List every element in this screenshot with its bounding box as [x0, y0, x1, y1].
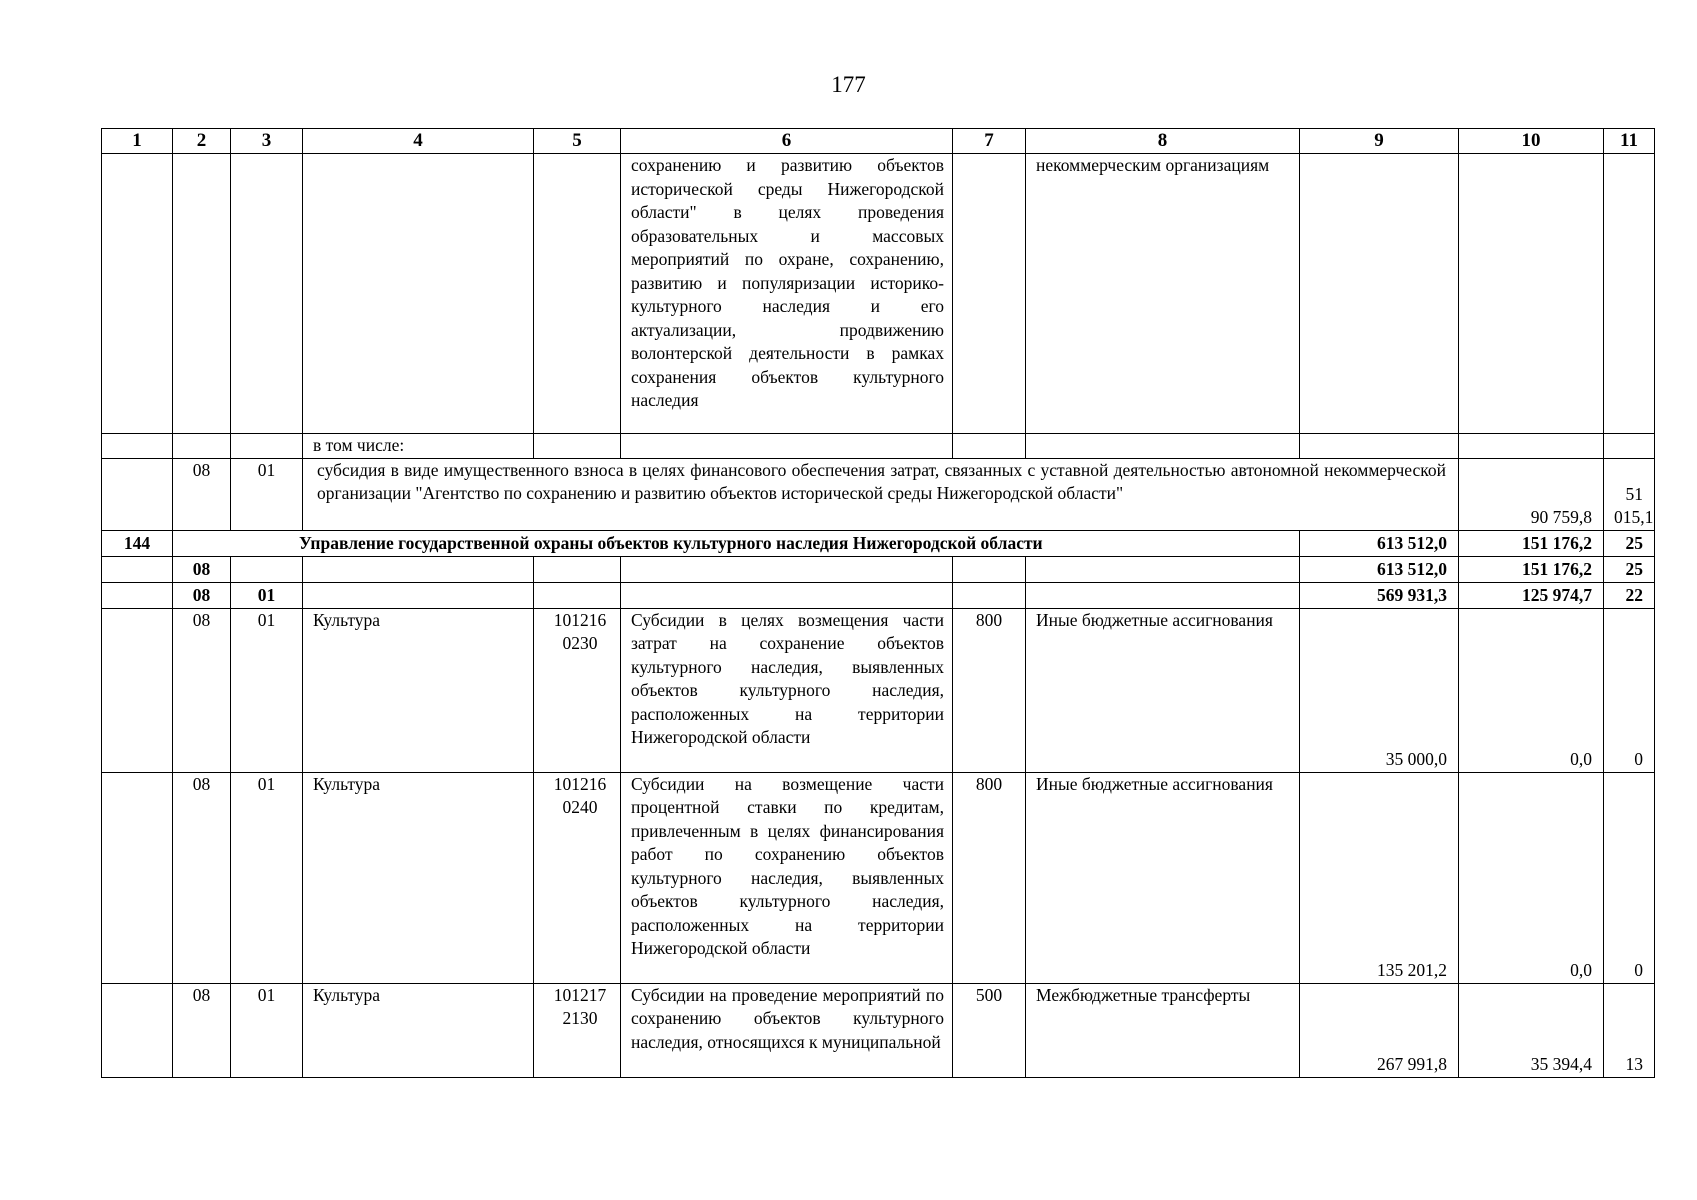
table-header-row — [102, 129, 1655, 154]
table-row — [102, 983, 1655, 1077]
amount-plan: 569 931,3 — [1300, 582, 1459, 608]
column-header: 11 — [1604, 129, 1655, 154]
department-code: 144 — [102, 530, 173, 556]
amount-actual: 151 176,2 — [1459, 556, 1604, 582]
section-code: 08 — [173, 608, 231, 772]
amount-plan: 35 000,0 — [1300, 608, 1459, 772]
table-row — [102, 556, 1655, 582]
column-header: 6 — [621, 129, 953, 154]
column-header: 10 — [1459, 129, 1604, 154]
table-row — [102, 458, 1655, 530]
expense-code: 800 — [953, 608, 1026, 772]
subsidy-description: субсидия в виде имущественного взноса в целях финансового обеспечения затрат, связанных с уставной деятельностью автономной некоммерческой организации "Агентство по сохранению и развитию объектов исторической среды Нижегородской области" — [303, 458, 1459, 530]
branch-cell: Культура — [303, 772, 534, 983]
amount-plan: 613 512,0 — [1300, 556, 1459, 582]
expense-code: 500 — [953, 983, 1026, 1077]
amount-plan: 135 201,2 — [1300, 772, 1459, 983]
column-header: 5 — [534, 129, 621, 154]
amount-actual: 35 394,4 — [1459, 983, 1604, 1077]
amount-plan: 90 759,8 — [1459, 458, 1604, 530]
percent: 13 — [1604, 983, 1655, 1077]
subsection-code: 01 — [231, 983, 303, 1077]
purpose-cell: Субсидии в целях возмещения части затрат на сохранение объектов культурного наследия, выявленных объектов культурного наследия, расположенных на территории Нижегородской области — [621, 608, 953, 772]
percent: 22 — [1604, 582, 1655, 608]
amount-plan: 613 512,0 — [1300, 530, 1459, 556]
section-code: 08 — [173, 556, 231, 582]
purpose-cell: Субсидии на проведение мероприятий по сохранению объектов культурного наследия, относящихся к муниципальной — [621, 983, 953, 1077]
table-row — [102, 582, 1655, 608]
purpose-cell: сохранению и развитию объектов исторической среды Нижегородской области" в целях проведения образовательных и массовых мероприятий по охране, сохранению, развитию и популяризации историко-культурного наследия и его актуализации, продвижению волонтерской деятельности в рамках сохранения объектов культурного наследия — [621, 154, 953, 434]
department-title: Управление государственной охраны объектов культурного наследия Нижегородской области — [173, 530, 1300, 556]
amount-actual: 51 015,1 — [1604, 458, 1655, 530]
expense-type-cell: Межбюджетные трансферты — [1026, 983, 1300, 1077]
table-row — [102, 154, 1655, 434]
section-code: 08 — [173, 983, 231, 1077]
subsection-code: 01 — [231, 608, 303, 772]
amount-actual: 125 974,7 — [1459, 582, 1604, 608]
budget-table — [101, 128, 1655, 1078]
column-header: 9 — [1300, 129, 1459, 154]
section-code: 08 — [173, 582, 231, 608]
expense-type-cell: Иные бюджетные ассигнования — [1026, 608, 1300, 772]
subsection-code: 01 — [231, 772, 303, 983]
amount-plan: 267 991,8 — [1300, 983, 1459, 1077]
page-number: 177 — [831, 72, 866, 97]
amount-actual: 0,0 — [1459, 772, 1604, 983]
subsection-code: 01 — [231, 458, 303, 530]
percent: 0 — [1604, 772, 1655, 983]
table-row — [102, 608, 1655, 772]
column-header: 2 — [173, 129, 231, 154]
section-cell: в том числе: — [303, 434, 534, 459]
column-header: 7 — [953, 129, 1026, 154]
expense-code: 800 — [953, 772, 1026, 983]
column-header: 3 — [231, 129, 303, 154]
table-row — [102, 772, 1655, 983]
section-code: 08 — [173, 458, 231, 530]
target-article-code: 101216 0230 — [534, 608, 621, 772]
branch-cell: Культура — [303, 983, 534, 1077]
target-article-code: 101216 0240 — [534, 772, 621, 983]
column-header: 8 — [1026, 129, 1300, 154]
percent: 0 — [1604, 608, 1655, 772]
expense-type-cell: некоммерческим организациям — [1026, 154, 1300, 434]
amount-actual: 0,0 — [1459, 608, 1604, 772]
table-row — [102, 434, 1655, 459]
expense-type-cell: Иные бюджетные ассигнования — [1026, 772, 1300, 983]
column-header: 4 — [303, 129, 534, 154]
purpose-cell: Субсидии на возмещение части процентной ставки по кредитам, привлеченным в целях финансирования работ по сохранению объектов культурного наследия, выявленных объектов культурного наследия, расположенных на территории Нижегородской области — [621, 772, 953, 983]
branch-cell: Культура — [303, 608, 534, 772]
column-header: 1 — [102, 129, 173, 154]
percent: 25 — [1604, 530, 1655, 556]
amount-actual: 151 176,2 — [1459, 530, 1604, 556]
section-code: 08 — [173, 772, 231, 983]
subsection-code: 01 — [231, 582, 303, 608]
target-article-code: 101217 2130 — [534, 983, 621, 1077]
percent: 25 — [1604, 556, 1655, 582]
table-row — [102, 530, 1655, 556]
